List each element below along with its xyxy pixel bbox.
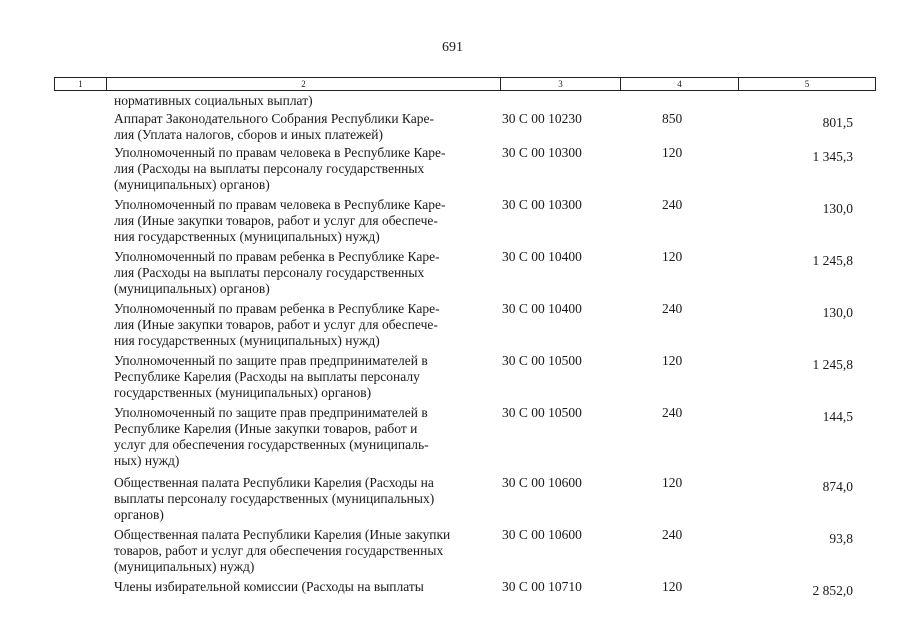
row-target-code: 30 С 00 10600 xyxy=(502,475,582,490)
row-target-code: 30 С 00 10230 xyxy=(502,111,582,126)
row-description: Общественная палата Республики Карелия (Иные закупки товаров, работ и услуг для обеспечения государственных (муниципальных) нужд) xyxy=(114,527,451,574)
row-expense-type: 240 xyxy=(662,301,683,316)
row-target-code: 30 С 00 10300 xyxy=(502,197,582,212)
row-amount: 130,0 xyxy=(822,305,853,320)
column-header-row xyxy=(54,77,876,91)
column-header-4: 4 xyxy=(621,78,739,90)
column-header-2: 2 xyxy=(107,78,501,90)
row-description: Уполномоченный по защите прав предпринимателей в Республике Карелия (Расходы на выплаты персоналу государственных (муниципальных) органов) xyxy=(114,353,428,400)
row-description: Аппарат Законодательного Собрания Республики Каре- лия (Уплата налогов, сборов и иных платежей) xyxy=(114,111,434,142)
row-target-code: 30 С 00 10400 xyxy=(502,249,582,264)
row-description: Уполномоченный по правам ребенка в Республике Каре- лия (Расходы на выплаты персоналу государственных (муниципальных) органов) xyxy=(114,249,440,296)
row-expense-type: 240 xyxy=(662,527,683,542)
row-amount: 874,0 xyxy=(822,479,853,494)
row-target-code: 30 С 00 10300 xyxy=(502,145,582,160)
row-description: Общественная палата Республики Карелия (Расходы на выплаты персоналу государственных (муниципальных) органов) xyxy=(114,475,435,522)
row-expense-type: 120 xyxy=(662,249,683,264)
row-target-code: 30 С 00 10600 xyxy=(502,527,582,542)
row-amount: 93,8 xyxy=(829,531,853,546)
row-amount: 1 245,8 xyxy=(812,253,853,268)
column-header-5: 5 xyxy=(804,79,810,89)
row-description: Уполномоченный по правам ребенка в Республике Каре- лия (Иные закупки товаров, работ и услуг для обеспече- ния государственных (муниципальных) нужд) xyxy=(114,301,440,348)
row-expense-type: 120 xyxy=(662,579,683,594)
column-header-1: 1 xyxy=(55,78,107,90)
row-description: Уполномоченный по защите прав предпринимателей в Республике Карелия (Иные закупки товаров, работ и услуг для обеспечения государственных (муниципаль- ных) нужд) xyxy=(114,405,429,468)
row-amount: 144,5 xyxy=(822,409,853,424)
row-expense-type: 240 xyxy=(662,197,683,212)
row-expense-type: 120 xyxy=(662,475,683,490)
row-expense-type: 850 xyxy=(662,111,683,126)
row-target-code: 30 С 00 10710 xyxy=(502,579,582,594)
row-amount: 130,0 xyxy=(822,201,853,216)
row-target-code: 30 С 00 10500 xyxy=(502,353,582,368)
row-amount: 2 852,0 xyxy=(812,583,853,598)
row-expense-type: 120 xyxy=(662,353,683,368)
row-expense-type: 240 xyxy=(662,405,683,420)
column-header-3: 3 xyxy=(501,78,621,90)
row-description: Члены избирательной комиссии (Расходы на выплаты xyxy=(114,579,424,594)
row-amount: 1 245,8 xyxy=(812,357,853,372)
continuation-text: нормативных социальных выплат) xyxy=(114,93,313,108)
page-number: 691 xyxy=(442,40,463,55)
row-description: Уполномоченный по правам человека в Республике Каре- лия (Иные закупки товаров, работ и услуг для обеспече- ния государственных (муниципальных) нужд) xyxy=(114,197,446,244)
row-target-code: 30 С 00 10500 xyxy=(502,405,582,420)
row-expense-type: 120 xyxy=(662,145,683,160)
row-amount: 1 345,3 xyxy=(812,149,853,164)
row-description: Уполномоченный по правам человека в Республике Каре- лия (Расходы на выплаты персоналу государственных (муниципальных) органов) xyxy=(114,145,446,192)
row-target-code: 30 С 00 10400 xyxy=(502,301,582,316)
row-amount: 801,5 xyxy=(822,115,853,130)
